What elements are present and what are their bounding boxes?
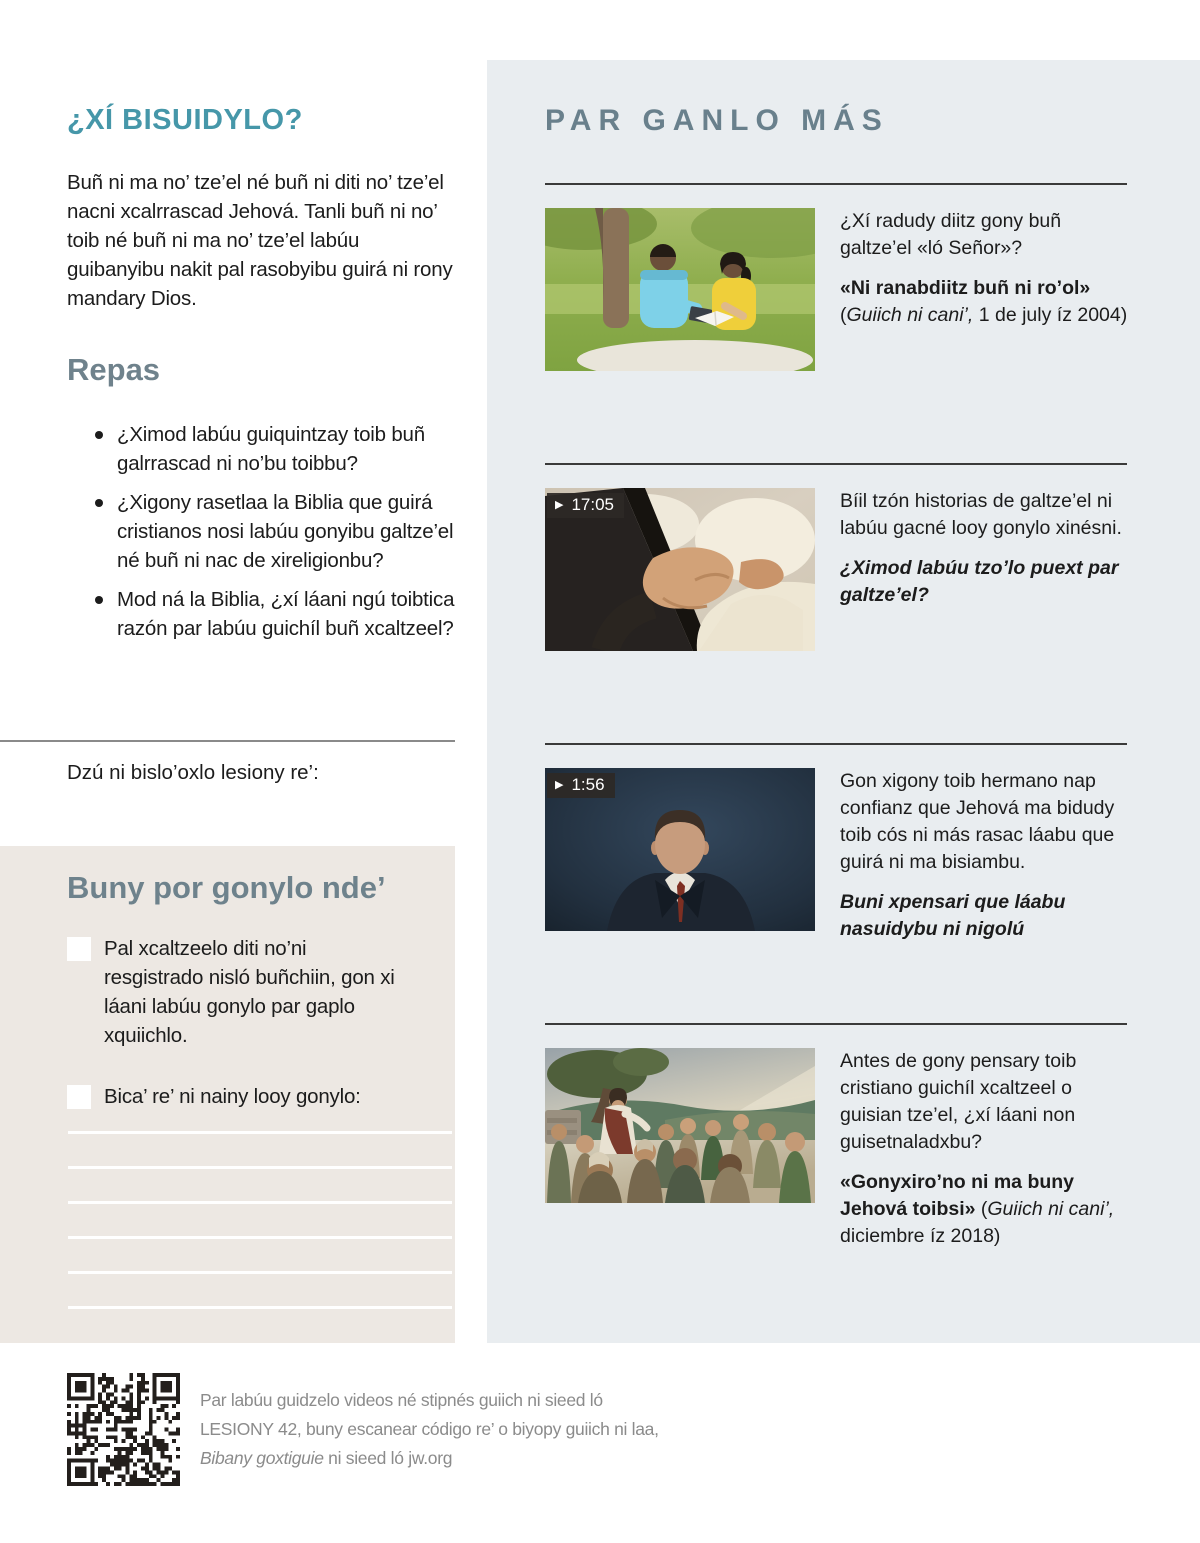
writing-lines — [68, 1131, 452, 1341]
brother-talk-video-thumbnail[interactable] — [545, 768, 815, 931]
qr-code — [67, 1373, 180, 1486]
write-line — [68, 1166, 452, 1169]
further-info-panel — [487, 60, 1200, 1343]
entry-reference — [840, 275, 1130, 329]
checkbox[interactable] — [67, 937, 91, 961]
write-line — [68, 1271, 452, 1274]
media-entry-2 — [545, 463, 1165, 651]
entry-divider — [545, 743, 1127, 745]
reference-cite: (Guiich ni cani’, diciembre íz 2018) — [840, 1198, 1115, 1247]
wedding-hands-video-thumbnail[interactable] — [545, 488, 815, 651]
video-duration-badge — [547, 493, 624, 518]
qr-caption: Par labúu guidzelo videos né stipnés guiich ni sieed ló LESIONY 42, buny escanear código re’ o biyopy guiich ni laa, Bibany goxtiguie ni sieed ló jw.org — [200, 1390, 659, 1468]
entry-divider — [545, 1023, 1127, 1025]
review-heading: Repas — [67, 352, 161, 387]
write-line — [68, 1306, 452, 1309]
reference-cite: (Guiich ni cani’, 1 de july íz 2004) — [840, 304, 1128, 326]
reference-title: «Gonyxiro’no ni ma buny Jehová toibsi» — [840, 1171, 1075, 1220]
section-divider — [0, 740, 455, 742]
write-line — [68, 1236, 452, 1239]
completion-date-label: Dzú ni bislo’oxlo lesiony re’: — [67, 761, 319, 784]
entry-reference — [840, 1169, 1130, 1250]
review-item: ¿Xigony rasetlaa la Biblia que guirá cristianos nosi labúu gonyibu galtze’el né buñ ni nac de xireligionbu? — [67, 488, 467, 575]
video-title: Buni xpensari que láabu nasuidybu ni nigolú — [840, 891, 1066, 940]
entry-question: ¿Xí radudy diitz gony buñ galtze’el «ló Señor»? — [840, 210, 1062, 259]
entry-question: Gon xigony toib hermano nap confianz que Jehová ma bidudy toib cós ni más rasac láabu que guirá ni ma bisiambu. — [840, 770, 1115, 873]
review-list — [67, 420, 467, 653]
video-title: ¿Ximod labúu tzo’lo puext par galtze’el? — [840, 557, 1119, 606]
goals-box — [0, 846, 455, 1343]
media-entry-3 — [545, 743, 1165, 943]
qr-code-image — [67, 1373, 180, 1486]
checkbox[interactable] — [67, 1085, 91, 1109]
write-line — [68, 1201, 452, 1204]
jesus-teaching-illustration — [545, 1048, 815, 1203]
couple-reading-illustration — [545, 208, 815, 371]
write-line — [68, 1131, 452, 1134]
media-entry-1 — [545, 183, 1165, 371]
video-duration: 17:05 — [571, 495, 615, 514]
entry-divider — [545, 183, 1127, 185]
entry-question: Antes de gony pensary toib cristiano guichíl xcaltzeel o guisian tze’el, ¿xí láani non guisetnaladxbu? — [840, 1050, 1077, 1153]
goals-heading: Buny por gonylo nde’ — [67, 870, 386, 905]
review-item: Mod ná la Biblia, ¿xí láani ngú toibtica razón par labúu guichíl buñ xcaltzeel? — [67, 585, 467, 643]
couple-reading-outdoors-photo — [545, 208, 815, 371]
entry-question: Bíil tzón historias de galtze’el ni labúu gacné looy gonylo xinésni. — [840, 490, 1122, 539]
media-entry-4 — [545, 1023, 1165, 1250]
goal-item-1 — [67, 934, 410, 1050]
goal-label: Bica’ re’ ni nainy looy gonylo: — [104, 1085, 361, 1108]
jesus-teaching-crowd-painting — [545, 1048, 815, 1203]
review-item: ¿Ximod labúu guiquintzay toib buñ galrrascad ni no’bu toibbu? — [67, 420, 467, 478]
lesson-question-heading: ¿XÍ BISUIDYLO? — [67, 104, 303, 136]
entry-divider — [545, 463, 1127, 465]
goal-label: Pal xcaltzeelo diti no’ni resgistrado nisló buñchiin, gon xi láani labúu gonylo par gaplo xquiichlo. — [104, 937, 395, 1047]
play-icon: ▶ — [555, 778, 564, 791]
lesson-intro-paragraph: Buñ ni ma no’ tze’el né buñ ni diti no’ tze’el nacni xcalrrascad Jehová. Tanli buñ ni no’ toib né buñ ni ma no’ tze’el labúu guibanyibu nakit pal rasobyibu guirá ni rony mandary Dios. — [67, 171, 453, 310]
play-icon: ▶ — [555, 498, 564, 511]
goal-item-2 — [67, 1082, 410, 1111]
panel-heading: PAR GANLO MÁS — [545, 104, 889, 137]
reference-title: «Ni ranabdiitz buñ ni ro’ol» — [840, 277, 1091, 299]
video-duration: 1:56 — [571, 775, 605, 794]
video-duration-badge — [547, 773, 615, 798]
